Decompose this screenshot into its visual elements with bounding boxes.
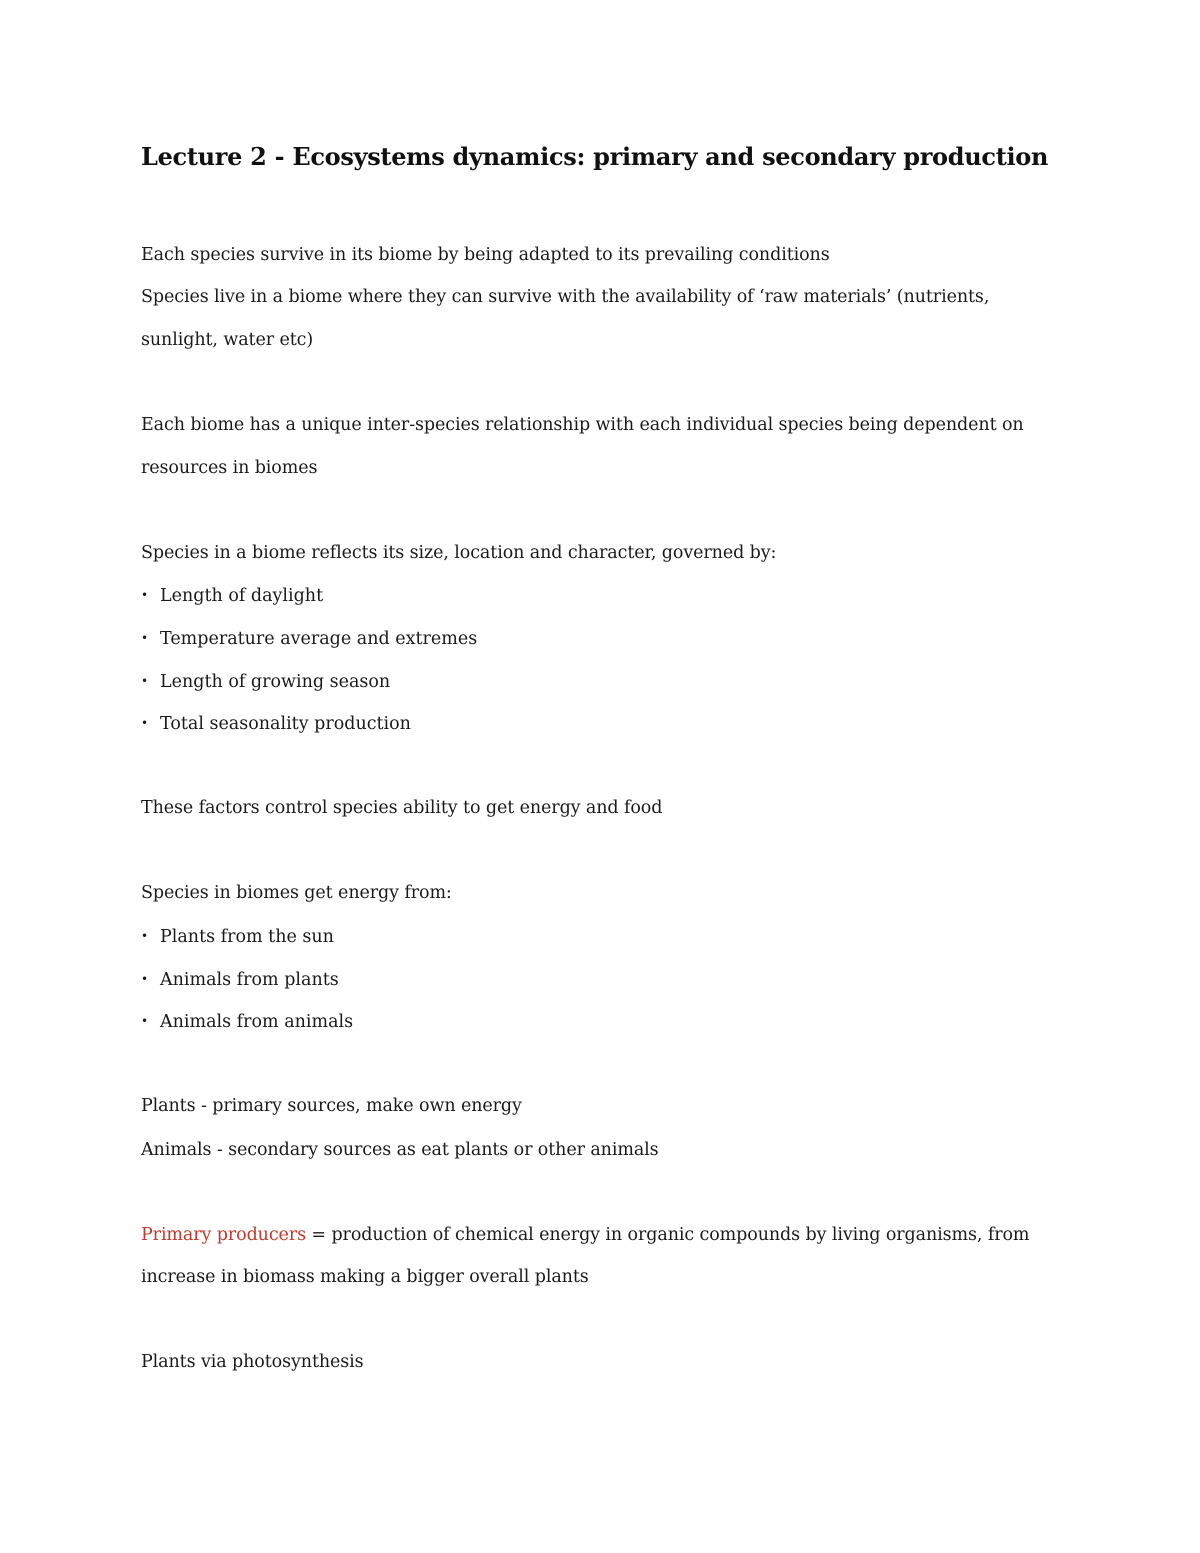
list-item-text: Length of growing season xyxy=(160,672,391,692)
list-item xyxy=(141,669,390,694)
definition-line xyxy=(141,1223,1029,1247)
list-item-text: Plants from the sun xyxy=(160,927,334,947)
paragraph-line: Each biome has a unique inter-species relationship with each individual species being dependent on xyxy=(141,415,1024,435)
highlighted-term: Primary producers xyxy=(141,1225,306,1245)
bullet-icon: • xyxy=(141,929,149,943)
list-intro: Species in biomes get energy from: xyxy=(141,883,452,903)
definition-text: = production of chemical energy in organic compounds by living organisms, from xyxy=(305,1225,1030,1245)
bullet-icon: • xyxy=(141,631,149,645)
list-item xyxy=(141,711,411,736)
list-item-text: Total seasonality production xyxy=(160,714,411,734)
paragraph-line: These factors control species ability to get energy and food xyxy=(141,798,663,818)
list-item xyxy=(141,583,323,608)
list-item-text: Animals from animals xyxy=(160,1012,354,1032)
page-title: Lecture 2 - Ecosystems dynamics: primary and secondary production xyxy=(141,142,1049,171)
list-item xyxy=(141,1009,353,1034)
paragraph-line: Animals - secondary sources as eat plants or other animals xyxy=(141,1140,659,1160)
paragraph-line: increase in biomass making a bigger overall plants xyxy=(141,1267,589,1287)
list-item xyxy=(141,626,477,651)
paragraph-line: Each species survive in its biome by being adapted to its prevailing conditions xyxy=(141,245,830,265)
paragraph-line: resources in biomes xyxy=(141,458,318,478)
paragraph-line: Plants via photosynthesis xyxy=(141,1352,364,1372)
bullet-icon: • xyxy=(141,674,149,688)
list-intro: Species in a biome reflects its size, location and character, governed by: xyxy=(141,543,777,563)
bullet-icon: • xyxy=(141,716,149,730)
paragraph-line: Species live in a biome where they can survive with the availability of ‘raw materials’ (nutrients, xyxy=(141,287,990,307)
bullet-icon: • xyxy=(141,588,149,602)
bullet-icon: • xyxy=(141,972,149,986)
bullet-icon: • xyxy=(141,1014,149,1028)
list-item xyxy=(141,967,339,992)
paragraph-line: sunlight, water etc) xyxy=(141,330,314,350)
list-item-text: Animals from plants xyxy=(160,970,339,990)
list-item-text: Temperature average and extremes xyxy=(160,629,478,649)
list-item xyxy=(141,924,334,949)
list-item-text: Length of daylight xyxy=(160,586,324,606)
paragraph-line: Plants - primary sources, make own energy xyxy=(141,1096,522,1116)
